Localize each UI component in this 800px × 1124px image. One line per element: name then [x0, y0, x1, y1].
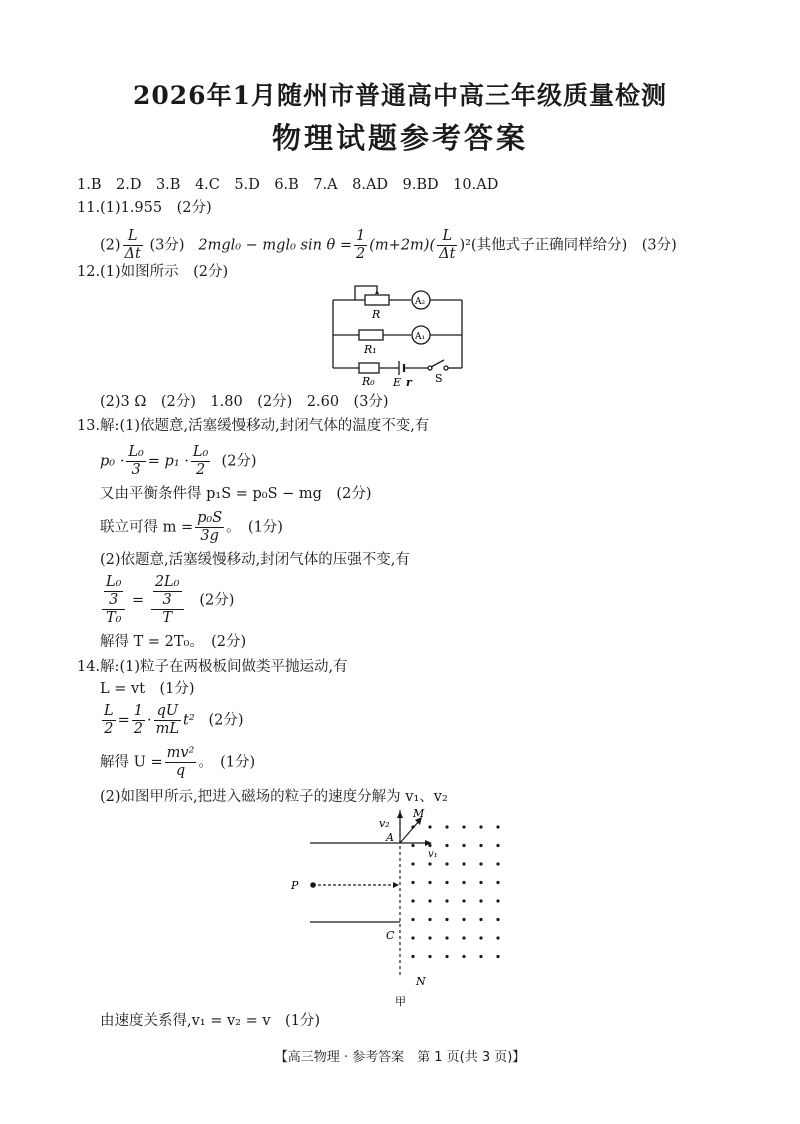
fraction-l-over-dt-2: $\frac{L}{\Delta t}$	[439, 228, 456, 262]
resistor-r1	[359, 330, 383, 340]
fraction-1-over-2: $\frac{1}{2}$	[133, 703, 144, 737]
field-dot	[496, 918, 499, 921]
field-dot	[445, 899, 448, 902]
field-dot	[411, 825, 414, 828]
label-n: N	[416, 975, 426, 988]
field-dot	[479, 918, 482, 921]
field-dot	[445, 936, 448, 939]
vector-v	[400, 821, 419, 843]
field-dot	[496, 825, 499, 828]
label-r: R	[372, 308, 381, 321]
q11-part1: 11.(1)1.955 (2分)	[77, 200, 212, 216]
field-dot	[428, 825, 431, 828]
fraction-l-over-dt: $\frac{L}{\Delta t}$	[124, 228, 141, 262]
q11-equation-mid: 2mgl₀ − mgl₀ sin θ =	[198, 237, 353, 254]
q11-equation-mass: (m+2m)(	[369, 237, 436, 254]
q11-equation-tail: )²(其他式子正确同样给分) (3分)	[459, 237, 677, 254]
field-dot	[462, 825, 465, 828]
q13-line4: 联立可得 m = $\frac{\text{p₀S}}{3g}$ 。 (1分)	[100, 510, 283, 544]
field-dot	[411, 936, 414, 939]
field-dot	[479, 825, 482, 828]
q14-line4: 解得 U = $\frac{\text{mv²}}{q}$ 。 (1分)	[100, 745, 256, 779]
label-r-internal: r	[406, 376, 412, 388]
q13-line2: p₀ · $\frac{\text{L₀}}{3}$ = p₁ · $\frac{\text{L₀}}{2}$ (2分)	[100, 444, 257, 478]
field-dot	[496, 955, 499, 958]
compound-fraction-right: $\frac{\frac{\text{2L₀}}{3}}{T}$	[151, 574, 184, 627]
page-footer: 【高三物理 · 参考答案 第 1 页(共 3 页)】	[274, 1050, 526, 1065]
field-dot	[445, 825, 448, 828]
field-dot	[462, 955, 465, 958]
q11-part2-prefix: (2)	[100, 237, 121, 254]
q12-part2: (2)3 Ω (2分) 1.80 (2分) 2.60 (3分)	[100, 394, 389, 410]
q14-line2: L = vt (1分)	[100, 681, 195, 697]
field-dot	[496, 881, 499, 884]
resistor-r0	[359, 363, 379, 373]
field-dot	[445, 918, 448, 921]
field-dot	[445, 844, 448, 847]
label-a2: A₂	[415, 297, 426, 307]
q14-line3: $\frac{L}{2}$ = $\frac{1}{2}$ · $\frac{qU}{mL}$ t² (2分)	[104, 703, 244, 737]
field-dot	[411, 844, 414, 847]
fraction-mv2-over-q: $\frac{\text{mv²}}{q}$	[166, 745, 195, 779]
label-c: C	[386, 929, 395, 942]
label-r0: R₀	[362, 375, 375, 388]
figure-jia	[285, 805, 535, 1010]
q14-line1: 14.解:(1)粒子在两极板间做类平抛运动,有	[77, 659, 348, 675]
switch-lever	[431, 360, 444, 367]
q12-part1: 12.(1)如图所示 (2分)	[77, 264, 229, 280]
label-a: A	[386, 831, 394, 844]
field-dot	[462, 881, 465, 884]
compound-fraction-left: $\frac{\frac{\text{L₀}}{3}}{\text{T₀}}$	[102, 574, 125, 627]
magnetic-field-dots	[411, 825, 499, 958]
field-dot	[479, 955, 482, 958]
field-dot	[445, 881, 448, 884]
field-dot	[496, 862, 499, 865]
q14-line5: (2)如图甲所示,把进入磁场的粒子的速度分解为 v₁、v₂	[100, 789, 448, 805]
field-dot	[428, 955, 431, 958]
q13-line7: 解得 T = 2T₀。 (2分)	[100, 634, 247, 650]
field-dot	[479, 899, 482, 902]
circuit-diagram	[325, 278, 475, 388]
fraction-l-over-2: $\frac{L}{2}$	[104, 703, 114, 737]
field-dot	[496, 844, 499, 847]
field-dot	[462, 844, 465, 847]
field-dot	[428, 881, 431, 884]
particle-p	[310, 882, 316, 888]
field-dot	[445, 862, 448, 865]
q13-line5: (2)依题意,活塞缓慢移动,封闭气体的压强不变,有	[100, 552, 410, 568]
field-dot	[462, 899, 465, 902]
q11-part2	[100, 228, 677, 263]
field-dot	[411, 881, 414, 884]
fraction-l0-over-2: $\frac{\text{L₀}}{2}$	[192, 444, 209, 478]
label-a1: A₁	[415, 332, 426, 342]
switch-contact	[444, 366, 448, 370]
fraction-qu-over-ml: $\frac{qU}{mL}$	[155, 703, 180, 737]
label-p: P	[291, 879, 299, 892]
field-dot	[428, 844, 431, 847]
field-dot	[411, 955, 414, 958]
field-dot	[411, 862, 414, 865]
field-dot	[428, 899, 431, 902]
field-dot	[479, 844, 482, 847]
q11-score-a: (3分)	[149, 237, 185, 254]
q13-line1: 13.解:(1)依题意,活塞缓慢移动,封闭气体的温度不变,有	[77, 418, 430, 434]
field-dot	[479, 862, 482, 865]
label-e: E	[393, 376, 402, 388]
label-v1: v₁	[428, 849, 438, 860]
figure-caption: 甲	[395, 995, 406, 1008]
field-dot	[479, 936, 482, 939]
label-r1: R₁	[364, 343, 377, 356]
field-dot	[428, 862, 431, 865]
field-dot	[479, 881, 482, 884]
fraction-l0-over-3: $\frac{\text{L₀}}{3}$	[128, 444, 144, 478]
fraction-half: $\frac{1}{2}$	[356, 228, 366, 262]
field-dot	[496, 899, 499, 902]
field-dot	[445, 955, 448, 958]
field-dot	[428, 918, 431, 921]
fraction-p0s-over-3g: $\frac{\text{p₀S}}{3g}$	[197, 510, 223, 544]
field-dot	[462, 936, 465, 939]
slider-arrow	[375, 290, 379, 294]
field-dot	[428, 936, 431, 939]
rheostat-r	[365, 295, 389, 305]
field-dot	[496, 936, 499, 939]
choice-answers: 1.B 2.D 3.B 4.C 5.D 6.B 7.A 8.AD 9.BD 10.AD	[77, 177, 499, 193]
q14-line6: 由速度关系得,v₁ = v₂ = v (1分)	[100, 1013, 321, 1029]
field-dot	[411, 918, 414, 921]
q13-line3: 又由平衡条件得 p₁S = p₀S − mg (2分)	[100, 486, 372, 502]
field-dot	[462, 918, 465, 921]
label-s: S	[435, 372, 443, 385]
field-dot	[411, 899, 414, 902]
arrow-path	[393, 882, 399, 888]
label-m: M	[413, 807, 425, 820]
rheostat-slider-wire	[355, 286, 377, 300]
page-title: 2026年1月随州市普通高中高三年级质量检测	[133, 81, 667, 110]
page-subtitle: 物理试题参考答案	[271, 121, 528, 155]
field-dot	[462, 862, 465, 865]
arrow-v2	[397, 811, 403, 818]
q13-line6: $\frac{\frac{\text{L₀}}{3}}{\text{T₀}}$ = $\frac{\frac{\text{2L₀}}{3}}{T}$ (2分)	[100, 574, 234, 627]
label-v2: v₂	[379, 817, 390, 830]
